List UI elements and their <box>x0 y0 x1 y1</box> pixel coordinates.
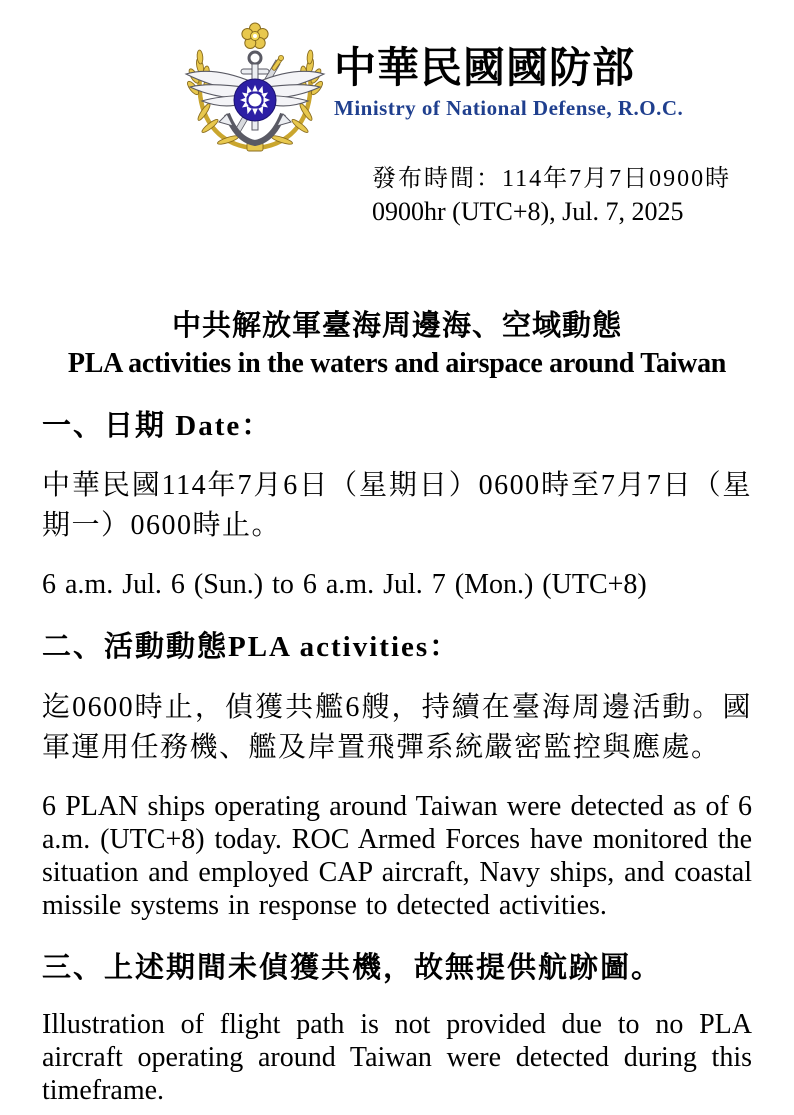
section-activities <box>42 629 752 921</box>
org-names <box>330 22 683 121</box>
release-time-zh: 發布時間：114年7月7日0900時 <box>372 166 732 192</box>
document-body <box>42 408 752 1107</box>
org-name-zh: 中華民國國防部 <box>334 46 636 92</box>
national-sun-disc-icon <box>234 79 276 121</box>
document-title-zh: 中共解放軍臺海周邊海、空域動態 <box>171 310 622 342</box>
document-title-en: PLA activities in the waters and airspace around Taiwan <box>67 348 727 379</box>
section-date-para-en: 6 a.m. Jul. 6 (Sun.) to 6 a.m. Jul. 7 (Mon.) (UTC+8) <box>42 569 647 601</box>
release-timestamp <box>372 158 794 227</box>
release-time-en: 0900hr (UTC+8), Jul. 7, 2025 <box>372 197 684 226</box>
section-activities-heading: 二、活動動態PLA activities： <box>42 631 461 664</box>
section-no-aircraft-para-en: Illustration of flight path is not provided due to no PLA aircraft operating around Taiwan were detected during this timeframe. <box>42 1008 752 1106</box>
document-header <box>0 0 794 152</box>
section-date <box>42 408 752 601</box>
org-name-en: Ministry of National Defense, R.O.C. <box>334 96 684 121</box>
mnd-emblem <box>180 22 330 152</box>
section-activities-para-en: 6 PLAN ships operating around Taiwan were detected as of 6 a.m. (UTC+8) today. ROC Armed Forces have monitored the situation and employed CAP aircraft, Navy ships, and coastal missile systems in response to detected activities. <box>42 790 752 921</box>
mnd-emblem-icon <box>180 22 330 152</box>
document-title <box>0 303 794 380</box>
section-no-aircraft <box>42 950 752 1107</box>
section-date-heading: 一、日期 Date： <box>42 410 273 442</box>
section-activities-para-zh: 迄0600時止，偵獲共艦6艘，持續在臺海周邊活動。國軍運用任務機、艦及岸置飛彈系統嚴密監控與應處。 <box>42 691 752 763</box>
plum-blossom-icon <box>242 23 268 49</box>
section-no-aircraft-heading: 三、上述期間未偵獲共機，故無提供航跡圖。 <box>42 951 663 984</box>
section-date-para-zh: 中華民國114年7月6日（星期日）0600時至7月7日（星期一）0600時止。 <box>42 470 752 542</box>
